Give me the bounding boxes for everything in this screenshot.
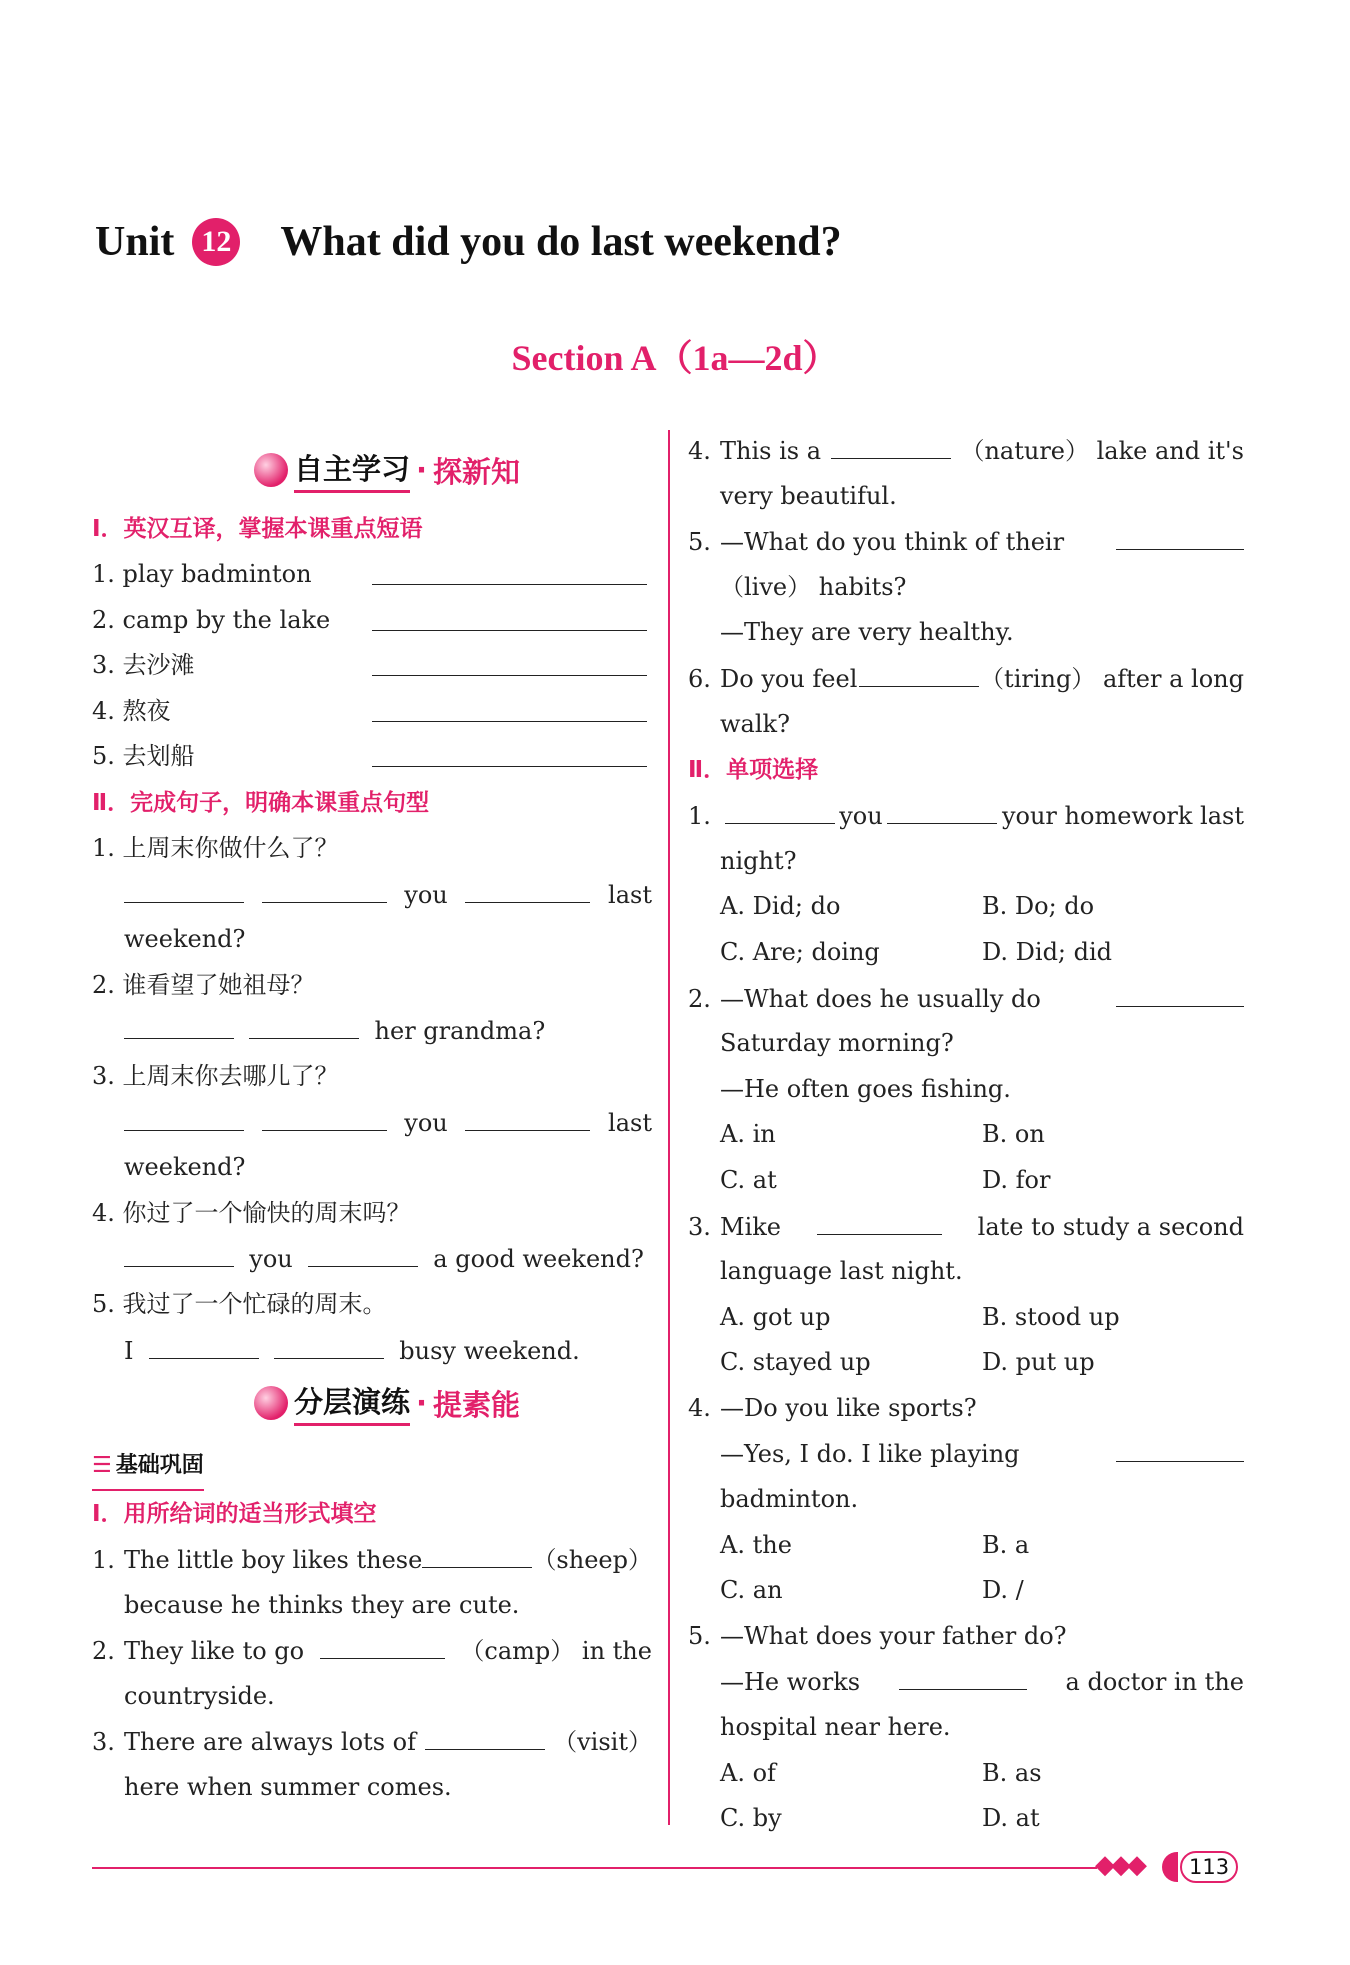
question-line: 3. Mike late to study a second bbox=[688, 1204, 1244, 1250]
question-line: walk? bbox=[720, 709, 790, 738]
question-line: —They are very healthy. bbox=[720, 618, 1014, 647]
question-line: you last bbox=[92, 872, 652, 918]
option-b[interactable]: B. on bbox=[982, 1120, 1045, 1149]
question-line: Saturday morning? bbox=[720, 1029, 954, 1058]
right-column bbox=[688, 428, 1244, 1842]
question-line: because he thinks they are cute. bbox=[124, 1590, 520, 1619]
question-line: （live） habits? bbox=[720, 572, 907, 601]
question-line: very beautiful. bbox=[720, 481, 897, 510]
answer-blank[interactable] bbox=[249, 1008, 359, 1039]
answer-blank[interactable] bbox=[274, 1328, 384, 1359]
question-line: 4. —Do you like sports? bbox=[688, 1393, 977, 1422]
question-line: weekend? bbox=[124, 1153, 246, 1182]
question-zh: 1. 上周末你做什么了？ bbox=[92, 833, 339, 862]
option-c[interactable]: C. stayed up bbox=[720, 1348, 871, 1377]
answer-blank[interactable] bbox=[1116, 519, 1244, 550]
part1-heading: Ⅰ．英汉互译，掌握本课重点短语 bbox=[92, 516, 423, 542]
column-divider bbox=[668, 430, 670, 1825]
arrows-icon: ◆◆◆ bbox=[1095, 1850, 1143, 1880]
banner-practice: 分层演练 · 提素能 bbox=[122, 1373, 652, 1433]
banner-part1: 自主学习 bbox=[294, 447, 410, 493]
mc-heading: Ⅱ．单项选择 bbox=[688, 757, 819, 784]
answer-blank[interactable] bbox=[465, 1100, 590, 1131]
answer-blank[interactable] bbox=[831, 428, 951, 459]
answer-blank[interactable] bbox=[372, 643, 647, 676]
question-line: 2. They like to go （camp） in the bbox=[92, 1628, 652, 1674]
question-line: night? bbox=[720, 846, 797, 875]
question-line: —He works a doctor in the bbox=[688, 1659, 1244, 1705]
unit-title bbox=[95, 218, 842, 266]
answer-blank[interactable] bbox=[817, 1204, 942, 1235]
option-d[interactable]: D. for bbox=[982, 1165, 1051, 1194]
answer-blank[interactable] bbox=[262, 872, 387, 903]
left-column bbox=[92, 440, 652, 1811]
options-row bbox=[688, 884, 1244, 930]
banner-self-study: 自主学习 · 探新知 bbox=[122, 440, 652, 500]
question-line: 5. —What does your father do? bbox=[688, 1621, 1067, 1650]
option-c[interactable]: C. at bbox=[720, 1165, 777, 1194]
answer-blank[interactable] bbox=[372, 734, 647, 767]
unit-title-text: What did you do last weekend? bbox=[280, 219, 842, 265]
question-line: here when summer comes. bbox=[124, 1773, 452, 1802]
option-d[interactable]: D. at bbox=[982, 1804, 1040, 1833]
stack-icon: ☰ bbox=[92, 1453, 112, 1479]
option-a[interactable]: A. the bbox=[720, 1530, 792, 1559]
options-row bbox=[688, 1796, 1244, 1842]
question-line: badminton. bbox=[720, 1485, 859, 1514]
answer-blank[interactable] bbox=[124, 872, 244, 903]
option-b[interactable]: B. a bbox=[982, 1530, 1030, 1559]
question-zh: 3. 上周末你去哪儿了？ bbox=[92, 1061, 339, 1090]
vocab-item: 1. play badminton bbox=[92, 552, 652, 598]
question-line: you a good weekend? bbox=[92, 1236, 652, 1282]
page-number-badge bbox=[1162, 1850, 1242, 1884]
answer-blank[interactable] bbox=[1116, 1431, 1244, 1462]
answer-blank[interactable] bbox=[725, 793, 835, 824]
answer-blank[interactable] bbox=[425, 1719, 545, 1750]
option-b[interactable]: B. stood up bbox=[982, 1302, 1120, 1331]
vocab-item: 5. 去划船 bbox=[92, 734, 652, 780]
question-line: you last bbox=[92, 1100, 652, 1146]
basics-heading: Ⅰ．用所给词的适当形式填空 bbox=[92, 1501, 377, 1528]
answer-blank[interactable] bbox=[124, 1236, 234, 1267]
option-a[interactable]: A. in bbox=[720, 1120, 776, 1149]
option-a[interactable]: A. got up bbox=[720, 1302, 831, 1331]
question-line: 6. Do you feel （tiring） after a long bbox=[688, 656, 1244, 702]
part2-heading: Ⅱ．完成句子，明确本课重点句型 bbox=[92, 789, 430, 816]
option-c[interactable]: C. by bbox=[720, 1804, 782, 1833]
question-line: 1. The little boy likes these （sheep） bbox=[92, 1537, 652, 1583]
banner-part1: 分层演练 bbox=[294, 1380, 410, 1426]
options-row bbox=[688, 1112, 1244, 1158]
option-d[interactable]: D. / bbox=[982, 1576, 1024, 1605]
answer-blank[interactable] bbox=[372, 552, 647, 585]
question-line: 3. There are always lots of （visit） bbox=[92, 1719, 652, 1765]
answer-blank[interactable] bbox=[372, 598, 647, 631]
question-line: I busy weekend. bbox=[92, 1328, 652, 1374]
answer-blank[interactable] bbox=[320, 1628, 445, 1659]
answer-blank[interactable] bbox=[149, 1328, 259, 1359]
question-line: her grandma? bbox=[92, 1008, 652, 1054]
answer-blank[interactable] bbox=[859, 656, 979, 687]
options-row bbox=[688, 1523, 1244, 1569]
answer-blank[interactable] bbox=[1116, 976, 1244, 1007]
question-line: —Yes, I do. I like playing bbox=[688, 1431, 1244, 1477]
option-a[interactable]: A. Did; do bbox=[720, 892, 841, 921]
question-line: hospital near here. bbox=[720, 1713, 951, 1742]
options-row bbox=[688, 930, 1244, 976]
basics-tag: ☰ 基础巩固 bbox=[92, 1443, 204, 1491]
question-zh: 2. 谁看望了她祖母？ bbox=[92, 970, 315, 999]
answer-blank[interactable] bbox=[372, 689, 647, 722]
option-c[interactable]: C. Are; doing bbox=[720, 937, 880, 966]
option-d[interactable]: D. Did; did bbox=[982, 937, 1113, 966]
vocab-item: 4. 熬夜 bbox=[92, 689, 652, 735]
pill-icon bbox=[1162, 1852, 1178, 1882]
section-title: Section A（1a—2d） bbox=[511, 338, 839, 378]
options-row bbox=[688, 1158, 1244, 1204]
question-line: —He often goes fishing. bbox=[720, 1074, 1011, 1103]
answer-blank[interactable] bbox=[887, 793, 997, 824]
unit-word: Unit bbox=[95, 219, 175, 265]
option-b[interactable]: B. Do; do bbox=[982, 892, 1095, 921]
answer-blank[interactable] bbox=[308, 1236, 418, 1267]
ball-icon bbox=[254, 453, 288, 487]
question-line: 5. —What do you think of their bbox=[688, 519, 1244, 565]
vocab-item: 3. 去沙滩 bbox=[92, 643, 652, 689]
footer-rule bbox=[92, 1867, 1097, 1869]
question-line: 2. —What does he usually do bbox=[688, 976, 1244, 1022]
options-row bbox=[688, 1751, 1244, 1797]
answer-blank[interactable] bbox=[422, 1537, 532, 1568]
options-row bbox=[688, 1568, 1244, 1614]
option-a[interactable]: A. of bbox=[720, 1758, 776, 1787]
answer-blank[interactable] bbox=[465, 872, 590, 903]
question-line: weekend? bbox=[124, 925, 246, 954]
options-row bbox=[688, 1295, 1244, 1341]
question-line: countryside. bbox=[124, 1681, 275, 1710]
answer-blank[interactable] bbox=[899, 1659, 1027, 1690]
question-line: 4. This is a （nature） lake and it's bbox=[688, 428, 1244, 474]
option-d[interactable]: D. put up bbox=[982, 1348, 1095, 1377]
option-b[interactable]: B. as bbox=[982, 1758, 1042, 1787]
page-number: 113 bbox=[1180, 1851, 1238, 1883]
question-zh: 5. 我过了一个忙碌的周末。 bbox=[92, 1289, 387, 1318]
banner-part2: 探新知 bbox=[433, 454, 521, 489]
vocab-item: 2. camp by the lake bbox=[92, 598, 652, 644]
question-line: 1. you your homework last bbox=[688, 793, 1244, 839]
banner-part2: 提素能 bbox=[433, 1387, 521, 1422]
options-row bbox=[688, 1340, 1244, 1386]
answer-blank[interactable] bbox=[124, 1008, 234, 1039]
question-zh: 4. 你过了一个愉快的周末吗？ bbox=[92, 1198, 411, 1227]
option-c[interactable]: C. an bbox=[720, 1576, 783, 1605]
question-line: language last night. bbox=[720, 1257, 963, 1286]
unit-number-badge: 12 bbox=[192, 218, 240, 266]
answer-blank[interactable] bbox=[262, 1100, 387, 1131]
ball-icon bbox=[254, 1386, 288, 1420]
answer-blank[interactable] bbox=[124, 1100, 244, 1131]
